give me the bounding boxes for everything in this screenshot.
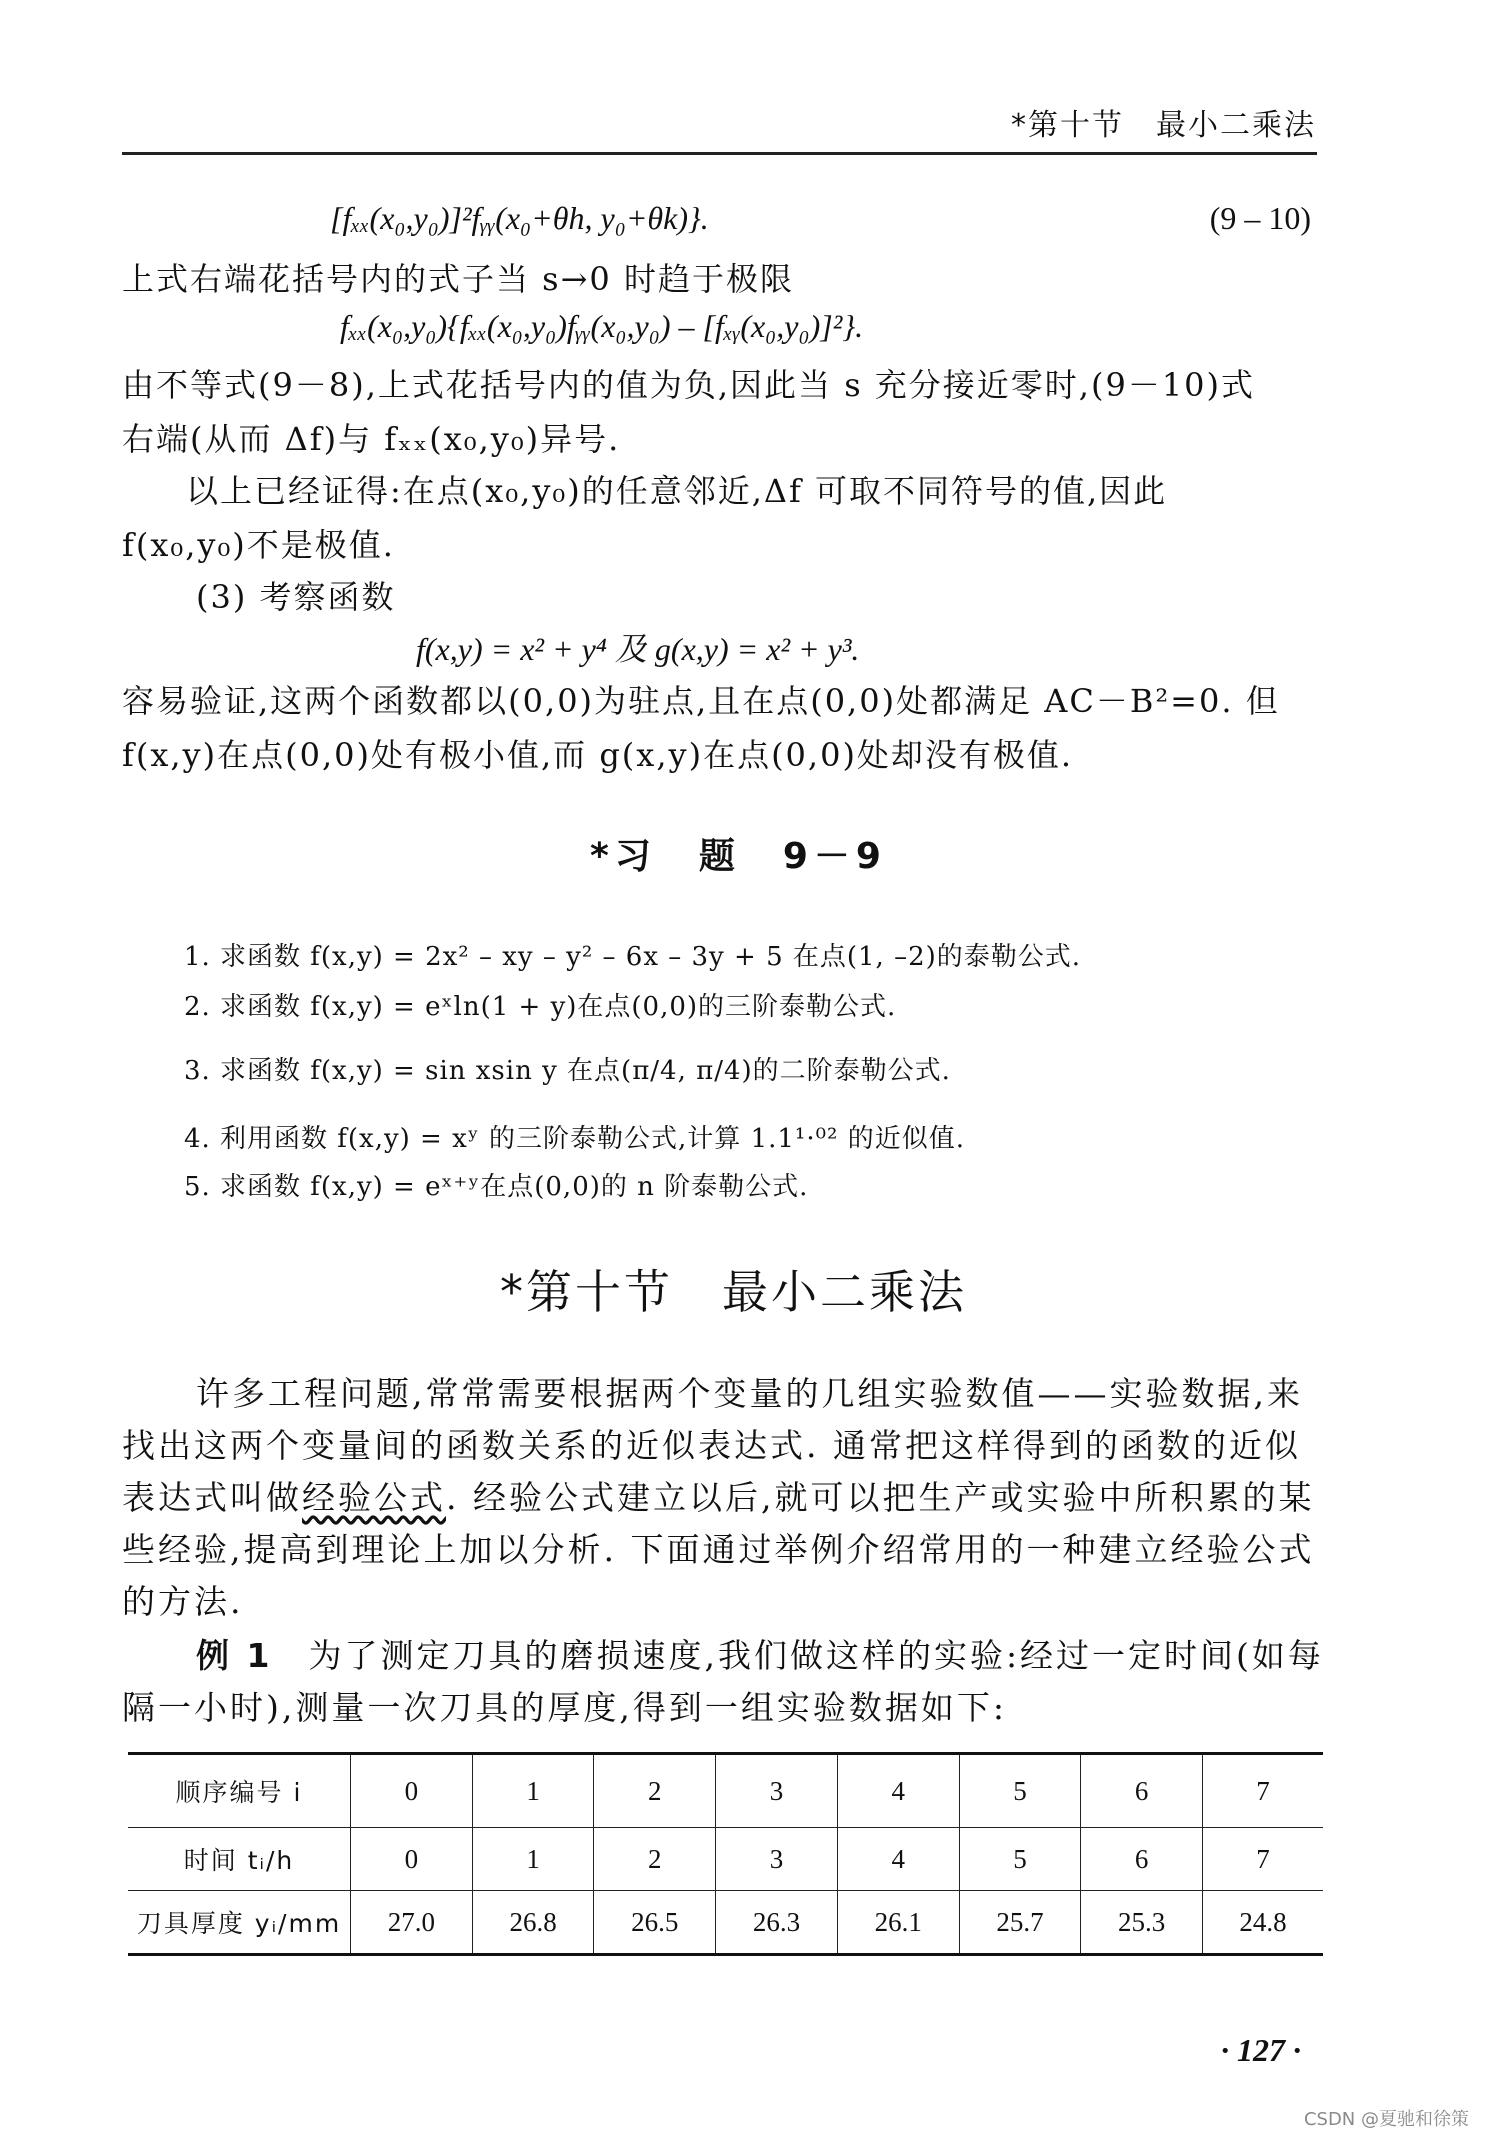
exercise-item: 3. 求函数 f(x,y) = sin xsin y 在点(π/4, π/4)的二阶泰勒公式. bbox=[184, 1056, 951, 1086]
table-cell: 1 bbox=[472, 1754, 594, 1828]
table-cell: 5 bbox=[959, 1828, 1081, 1891]
row-label: 顺序编号 i bbox=[128, 1754, 351, 1828]
running-header: *第十节 最小二乘法 bbox=[1011, 108, 1316, 143]
table-cell: 26.1 bbox=[837, 1891, 959, 1955]
table-cell: 25.7 bbox=[959, 1891, 1081, 1955]
text-line: (3) 考察函数 bbox=[196, 578, 396, 616]
table-cell: 4 bbox=[837, 1754, 959, 1828]
table-cell: 3 bbox=[716, 1828, 838, 1891]
function-equation: f(x,y) = x² + y⁴ 及 g(x,y) = x² + y³. bbox=[416, 631, 860, 667]
table-cell: 0 bbox=[351, 1754, 473, 1828]
limit-equation: fₓₓ(x₀,y₀){fₓₓ(x₀,y₀)fᵧᵧ(x₀,y₀) – [fₓᵧ(x₀,y₀)]²}. bbox=[340, 308, 864, 344]
table-cell: 2 bbox=[594, 1754, 716, 1828]
table-cell: 3 bbox=[716, 1754, 838, 1828]
section-title: *第十节 最小二乘法 bbox=[500, 1265, 967, 1319]
exercise-title: *习 题 9－9 bbox=[590, 836, 887, 877]
example-label: 例 1 bbox=[196, 1636, 273, 1675]
text-line: 容易验证,这两个函数都以(0,0)为驻点,且在点(0,0)处都满足 AC－B²=0. 但 bbox=[122, 682, 1280, 720]
equation-9-10: [fₓₓ(x₀,y₀)]²fᵧᵧ(x₀+θh, y₀+θk)}. bbox=[330, 200, 709, 236]
table-cell: 2 bbox=[594, 1828, 716, 1891]
table-cell: 6 bbox=[1081, 1754, 1203, 1828]
paragraph-line: 许多工程问题,常常需要根据两个变量的几组实验数值——实验数据,来 bbox=[196, 1374, 1303, 1413]
table-cell: 25.3 bbox=[1081, 1891, 1203, 1955]
table-cell: 27.0 bbox=[351, 1891, 473, 1955]
row-label: 时间 tᵢ/h bbox=[128, 1828, 351, 1891]
table-cell: 6 bbox=[1081, 1828, 1203, 1891]
page-number: · 127 · bbox=[1221, 2032, 1301, 2068]
paragraph-line: 找出这两个变量间的函数关系的近似表达式. 通常把这样得到的函数的近似 bbox=[122, 1426, 1301, 1465]
experiment-data-table bbox=[128, 1752, 1323, 1956]
text-line: 以上已经证得:在点(x₀,y₀)的任意邻近,Δf 可取不同符号的值,因此 bbox=[186, 472, 1168, 510]
table-cell: 26.3 bbox=[716, 1891, 838, 1955]
header-rule bbox=[122, 152, 1317, 155]
example-line: 例 1 为了测定刀具的磨损速度,我们做这样的实验:经过一定时间(如每 bbox=[196, 1636, 1324, 1675]
table-row bbox=[128, 1828, 1323, 1891]
paragraph-line: 些经验,提高到理论上加以分析. 下面通过举例介绍常用的一种建立经验公式 bbox=[122, 1530, 1315, 1569]
table-cell: 7 bbox=[1203, 1828, 1323, 1891]
watermark: CSDN @夏驰和徐策 bbox=[1303, 2109, 1469, 2130]
exercise-item: 5. 求函数 f(x,y) = eˣ⁺ʸ在点(0,0)的 n 阶泰勒公式. bbox=[184, 1172, 809, 1202]
paragraph-line: 表达式叫做经验公式. 经验公式建立以后,就可以把生产或实验中所积累的某 bbox=[122, 1478, 1315, 1517]
table-cell: 26.5 bbox=[594, 1891, 716, 1955]
table-cell: 7 bbox=[1203, 1754, 1323, 1828]
table-row bbox=[128, 1754, 1323, 1828]
table-cell: 26.8 bbox=[472, 1891, 594, 1955]
table-row bbox=[128, 1891, 1323, 1955]
table-cell: 4 bbox=[837, 1828, 959, 1891]
text-line: 右端(从而 Δf)与 fₓₓ(x₀,y₀)异号. bbox=[122, 420, 621, 458]
table-cell: 0 bbox=[351, 1828, 473, 1891]
text-line: f(x₀,y₀)不是极值. bbox=[122, 526, 395, 564]
exercise-item: 4. 利用函数 f(x,y) = xʸ 的三阶泰勒公式,计算 1.1¹·⁰² 的近似值. bbox=[184, 1124, 965, 1154]
exercise-item: 2. 求函数 f(x,y) = eˣln(1 + y)在点(0,0)的三阶泰勒公式. bbox=[184, 992, 897, 1022]
text-line: f(x,y)在点(0,0)处有极小值,而 g(x,y)在点(0,0)处却没有极值. bbox=[122, 736, 1074, 774]
table-cell: 5 bbox=[959, 1754, 1081, 1828]
text-line: 上式右端花括号内的式子当 s→0 时趋于极限 bbox=[122, 260, 794, 298]
table-cell: 1 bbox=[472, 1828, 594, 1891]
exercise-item: 1. 求函数 f(x,y) = 2x² – xy – y² – 6x – 3y + 5 在点(1, –2)的泰勒公式. bbox=[184, 942, 1082, 972]
equation-number: (9 – 10) bbox=[1209, 200, 1311, 236]
text-line: 由不等式(9－8),上式花括号内的值为负,因此当 s 充分接近零时,(9－10)式 bbox=[122, 366, 1256, 404]
paragraph-line: 隔一小时),测量一次刀具的厚度,得到一组实验数据如下: bbox=[122, 1688, 1007, 1727]
paragraph-line: 的方法. bbox=[122, 1582, 244, 1621]
key-term: 经验公式 bbox=[302, 1478, 446, 1517]
row-label: 刀具厚度 yᵢ/mm bbox=[128, 1891, 351, 1955]
table-cell: 24.8 bbox=[1203, 1891, 1323, 1955]
